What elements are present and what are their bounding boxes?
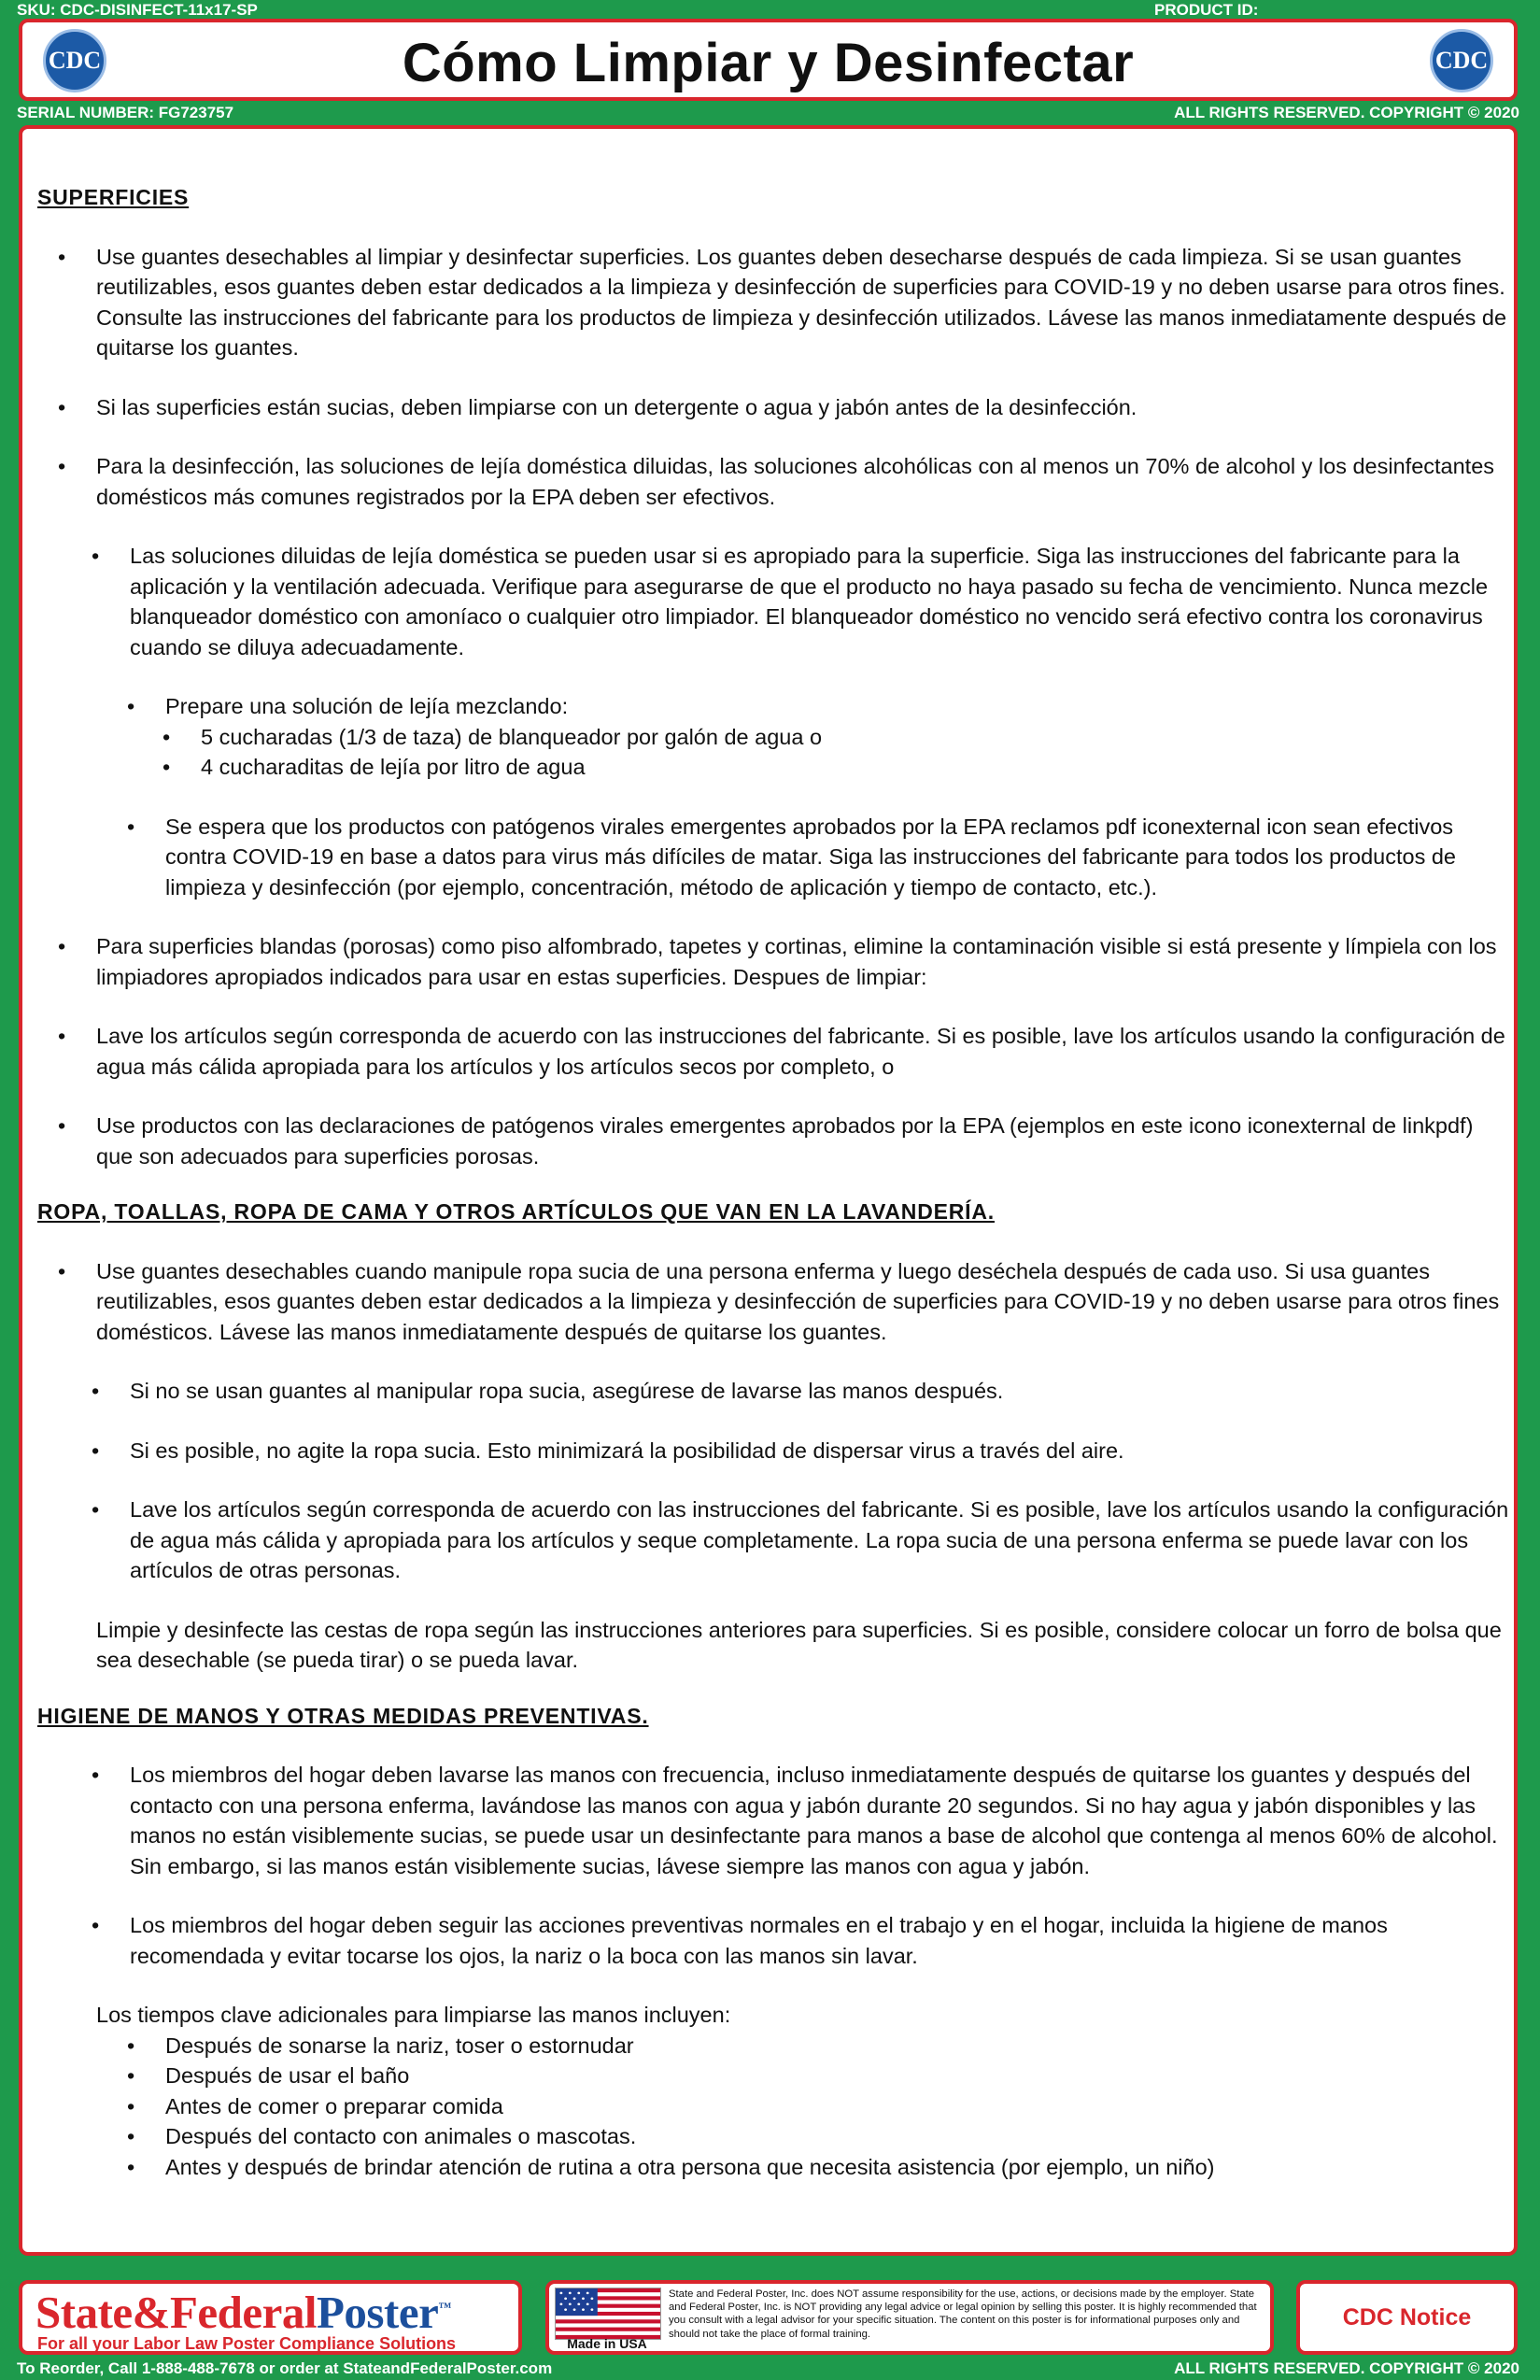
bullet-icon: • [58, 454, 66, 478]
spacer [37, 1347, 1513, 1376]
bullet-item [37, 1910, 1513, 1971]
bullet-item [37, 752, 1513, 783]
spacer [37, 992, 1513, 1021]
bullet-item [37, 2121, 1513, 2152]
bullet-icon: • [92, 1438, 100, 1463]
bottom-info-strip [0, 2359, 1540, 2379]
bullet-text: Se espera que los productos con patógenos virales emergentes aprobados por la EPA reclamos pdf iconexternal icon sean efectivos contra COVID-19 en base a datos para virus más difíciles de matar. Siga las instrucciones del fabricante para todos los productos de limpieza y desinfección (por ejemplo, concentración, método de aplicación y tiempo de contacto, etc.). [165, 814, 1457, 900]
bullet-item [37, 2061, 1513, 2091]
bullet-item [37, 242, 1513, 363]
bullet-icon: • [58, 394, 66, 419]
legal-disclaimer: State and Federal Poster, Inc. does NOT assume responsibility for the use, actions, or decisions made by the employer. State and Federal Poster, Inc. is NOT providing any legal advice or legal opinion by selling this poster. It is highly recommended that you consult with a legal advisor for your specific situation. The content on this poster is for informational purposes only and should not take the place of formal training. [669, 2288, 1257, 2340]
bottom-copyright: ALL RIGHTS RESERVED. COPYRIGHT © 2020 [1174, 2359, 1519, 2377]
spacer [37, 1082, 1513, 1111]
brand-name-part1: State&Federal [35, 2287, 317, 2338]
section-heading: HIGIENE DE MANOS Y OTRAS MEDIDAS PREVENTIVAS. [37, 1703, 649, 1728]
cdc-logo-icon: CDC [43, 29, 106, 92]
bullet-text: Use productos con las declaraciones de patógenos virales emergentes aprobados por la EPA (ejemplos en este icono iconexternal de linkpdf) que son adecuados para superficies porosas. [96, 1113, 1474, 1169]
bullet-text: 5 cucharadas (1/3 de taza) de blanqueador por galón de agua o [201, 724, 823, 749]
spacer [37, 1731, 1513, 1760]
bullet-text: Si es posible, no agite la ropa sucia. Esto minimizará la posibilidad de dispersar virus a través del aire. [130, 1438, 1124, 1463]
bullet-text: Lave los artículos según corresponda de acuerdo con las instrucciones del fabricante. Si es posible, lave los artículos usando la configuración de agua más cálida y apropiada para los artículos y seque completamente. La ropa sucia de una persona enferma se puede lavar con los artículos de otras personas. [130, 1497, 1509, 1582]
paragraph: Los tiempos clave adicionales para limpiarse las manos incluyen: [96, 2003, 731, 2027]
bullet-item [37, 392, 1513, 423]
bullet-icon: • [127, 694, 135, 718]
spacer [37, 1881, 1513, 1910]
bullet-text: 4 cucharaditas de lejía por litro de agua [201, 755, 586, 779]
brand-logo-box [19, 2280, 522, 2355]
bullet-icon: • [58, 1113, 66, 1138]
serial-strip [0, 103, 1540, 123]
bullet-item [37, 722, 1513, 753]
bullet-icon: • [162, 724, 171, 749]
bullet-text: Prepare una solución de lejía mezclando: [165, 694, 569, 718]
product-id-label: PRODUCT ID: [1154, 1, 1259, 19]
bullet-item [37, 1256, 1513, 1348]
spacer [37, 902, 1513, 931]
section-heading: SUPERFICIES [37, 185, 190, 209]
brand-logo [35, 2286, 451, 2339]
bullet-icon: • [127, 2154, 135, 2179]
bullet-icon: • [127, 2033, 135, 2058]
poster-body [19, 125, 1518, 2256]
poster-content [37, 182, 1513, 2182]
bullet-item [37, 1111, 1513, 1171]
spacer [37, 422, 1513, 451]
trademark-mark: ™ [438, 2301, 451, 2316]
bullet-text: Si las superficies están sucias, deben limpiarse con un detergente o agua y jabón antes de la desinfección. [96, 394, 1137, 419]
bullet-text: Si no se usan guantes al manipular ropa sucia, asegúrese de lavarse las manos después. [130, 1379, 1004, 1403]
spacer [37, 512, 1513, 541]
bullet-item [37, 2091, 1513, 2122]
section-spacer [37, 1171, 1513, 1197]
bullet-item [37, 1021, 1513, 1082]
bullet-icon: • [92, 1497, 100, 1522]
bullet-icon: • [92, 1763, 100, 1787]
bullet-text: Lave los artículos según corresponda de acuerdo con las instrucciones del fabricante. Si es posible, lave los artículos usando la configuración de agua más cálida apropiada para los artículos y los artículos secos por completo, o [96, 1024, 1505, 1079]
bullet-icon: • [127, 2124, 135, 2148]
bullet-text: Los miembros del hogar deben seguir las acciones preventivas normales en el trabajo y en el hogar, incluida la higiene de manos recomendada y evitar tocarse los ojos, la nariz o la boca con las manos sin lavar. [130, 1913, 1388, 1968]
sku-label: SKU: CDC-DISINFECT-11x17-SP [17, 1, 258, 19]
bullet-text: Use guantes desechables al limpiar y desinfectar superficies. Los guantes deben desecharse después de cada limpieza. Si se usan guantes reutilizables, esos guantes deben estar dedicados a la limpieza y desinfección de superficies para COVID-19 y no deben usarse para otros fines. Consulte las instrucciones del fabricante para los productos de limpieza y desinfección utilizados. Lávese las manos inmediatamente después de quitarse los guantes. [96, 244, 1507, 360]
bullet-icon: • [127, 2093, 135, 2118]
bullet-text: Después del contacto con animales o mascotas. [165, 2124, 637, 2148]
spacer [37, 662, 1513, 691]
bullet-icon: • [92, 1913, 100, 1937]
notice-type-box [1296, 2280, 1518, 2355]
poster-header [19, 19, 1518, 101]
serial-number: SERIAL NUMBER: FG723757 [17, 104, 234, 121]
us-flag-icon [555, 2288, 661, 2340]
bullet-text: Antes y después de brindar atención de rutina a otra persona que necesita asistencia (por ejemplo, un niño) [165, 2154, 1215, 2179]
brand-name-part2: Poster [317, 2287, 439, 2338]
bullet-item [37, 1436, 1513, 1466]
spacer [37, 363, 1513, 392]
spacer [37, 1586, 1513, 1615]
bullet-icon: • [58, 244, 66, 269]
bullet-item [37, 1495, 1513, 1586]
section-heading: ROPA, TOALLAS, ROPA DE CAMA Y OTROS ARTÍCULOS QUE VAN EN LA LAVANDERÍA. [37, 1199, 995, 1224]
bullet-text: Para la desinfección, las soluciones de lejía doméstica diluidas, las soluciones alcohólicas con al menos un 70% de alcohol y los desinfectantes domésticos más comunes registrados por la EPA deben ser efectivos. [96, 454, 1495, 509]
bullet-item [37, 541, 1513, 662]
disclaimer-box [545, 2280, 1274, 2355]
spacer [37, 1407, 1513, 1436]
made-in-usa-label: Made in USA [567, 2336, 647, 2351]
bullet-text: Antes de comer o preparar comida [165, 2093, 503, 2118]
bullet-text: Las soluciones diluidas de lejía doméstica se pueden usar si es apropiado para la superficie. Siga las instrucciones del fabricante para la aplicación y la ventilación adecuada. Verifique para asegurarse de que el producto no haya pasado su fecha de vencimiento. Nunca mezcle blanqueador doméstico con amoníaco o cualquier otro limpiador. El blanqueador doméstico no vencido será efectivo contra los coronavirus cuando se diluya adecuadamente. [130, 544, 1489, 659]
bullet-text: Los miembros del hogar deben lavarse las manos con frecuencia, incluso inmediatamente después de quitarse los guantes y después del contacto con una persona enferma, lavándose las manos con agua y jabón durante 20 segundos. Si no hay agua y jabón disponibles y las manos no están visiblemente sucias, se puede usar un desinfectante para manos a base de alcohol que contenga al menos 60% de alcohol. Sin embargo, si las manos están visiblemente sucias, lávese siempre las manos con agua y jabón. [130, 1763, 1498, 1878]
brand-tagline: For all your Labor Law Poster Compliance Solutions [37, 2334, 457, 2353]
bullet-icon: • [127, 814, 135, 839]
bullet-icon: • [58, 1258, 66, 1283]
bullet-icon: • [127, 2063, 135, 2088]
copyright-notice: ALL RIGHTS RESERVED. COPYRIGHT © 2020 [1174, 104, 1519, 121]
bullet-icon: • [92, 544, 100, 568]
bullet-item [37, 691, 1513, 722]
spacer [37, 783, 1513, 812]
spacer [37, 1466, 1513, 1495]
poster-title: Cómo Limpiar y Desinfectar [402, 33, 1135, 93]
bullet-item [37, 812, 1513, 903]
paragraph: Limpie y desinfecte las cestas de ropa según las instrucciones anteriores para superficies. Si es posible, considere colocar un forro de bolsa que sea desechable (se pueda tirar) o se pueda lavar. [96, 1617, 1502, 1672]
bullet-item [37, 1376, 1513, 1407]
bullet-item [37, 1760, 1513, 1881]
bullet-icon: • [58, 1024, 66, 1048]
notice-type-label: CDC Notice [1342, 2304, 1472, 2330]
spacer [37, 213, 1513, 242]
spacer [37, 1227, 1513, 1256]
top-info-strip [0, 0, 1540, 21]
cdc-logo-icon: CDC [1430, 29, 1493, 92]
bullet-item [37, 931, 1513, 992]
bullet-icon: • [162, 755, 171, 779]
bullet-text: Después de sonarse la nariz, toser o estornudar [165, 2033, 634, 2058]
bullet-text: Para superficies blandas (porosas) como piso alfombrado, tapetes y cortinas, elimine la contaminación visible si está presente y límpiela con los limpiadores apropiados indicados para usar en estas superficies. Despues de limpiar: [96, 934, 1497, 989]
bullet-item [37, 2031, 1513, 2061]
spacer [37, 1971, 1513, 2000]
bullet-text: Use guantes desechables cuando manipule ropa sucia de una persona enferma y luego deséchela después de cada uso. Si usa guantes reutilizables, esos guantes deben estar dedicados a la limpieza y desinfección de superficies para COVID-19 y no deben usarse para otros fines domésticos. Lávese las manos inmediatamente después de quitarse los guantes. [96, 1258, 1500, 1344]
bullet-icon: • [92, 1379, 100, 1403]
section-spacer [37, 1676, 1513, 1701]
bullet-item [37, 2152, 1513, 2183]
reorder-info: To Reorder, Call 1-888-488-7678 or order at StateandFederalPoster.com [17, 2359, 553, 2377]
bullet-item [37, 451, 1513, 512]
bullet-icon: • [58, 934, 66, 958]
bullet-text: Después de usar el baño [165, 2063, 410, 2088]
